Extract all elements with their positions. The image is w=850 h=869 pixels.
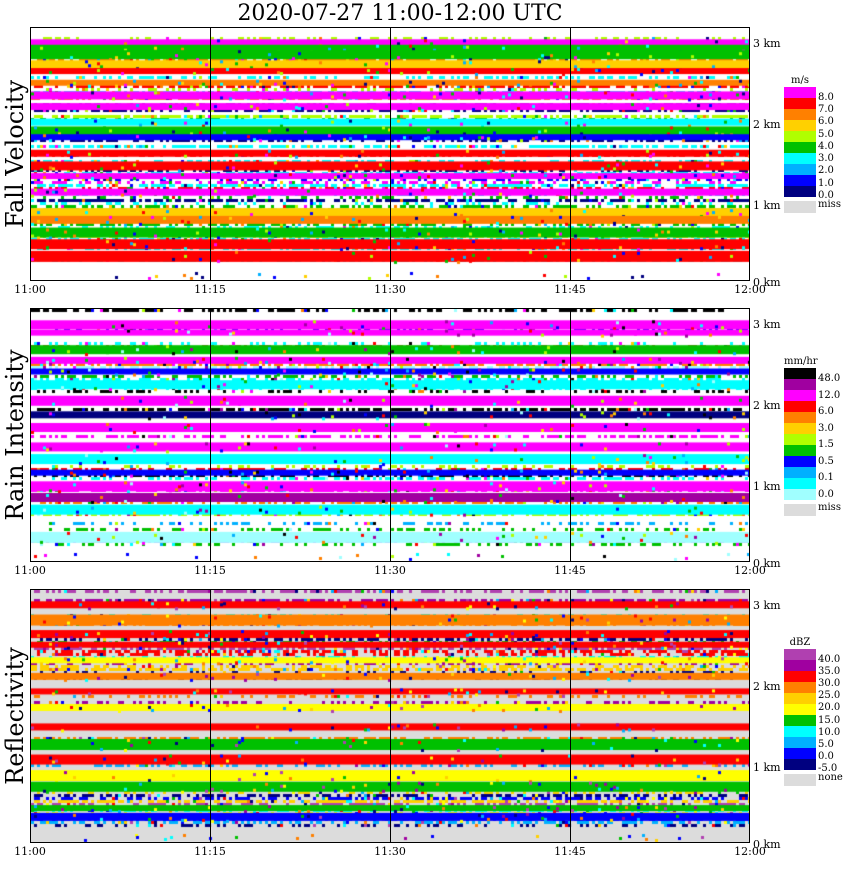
legend-swatch bbox=[784, 671, 816, 682]
y-tick-label: 2 km bbox=[753, 680, 781, 693]
legend-label: 6.0 bbox=[818, 406, 834, 417]
legend-label: 25.0 bbox=[818, 690, 841, 702]
panel-rain-intensity bbox=[0, 308, 850, 588]
legend-swatch bbox=[784, 401, 816, 412]
x-tick-label: 11:30 bbox=[374, 564, 406, 577]
legend-swatch bbox=[784, 390, 816, 401]
y-tick-label: 0 km bbox=[753, 838, 781, 851]
chart-title: 2020-07-27 11:00-12:00 UTC bbox=[237, 1, 563, 26]
time-gridline bbox=[570, 590, 571, 843]
panel-ylabel-text: Rain Intensity bbox=[1, 349, 29, 521]
legend-missing-swatch bbox=[784, 504, 816, 516]
legend-label: 2.0 bbox=[818, 165, 834, 177]
time-gridline bbox=[390, 590, 391, 843]
legend-swatch bbox=[784, 748, 816, 759]
heatmap-plot bbox=[30, 589, 750, 843]
legend-swatch bbox=[784, 412, 816, 423]
legend-swatch bbox=[784, 467, 816, 478]
heatmap-plot bbox=[30, 308, 750, 562]
time-gridline bbox=[210, 309, 211, 562]
legend-missing-swatch bbox=[784, 201, 816, 213]
panel-ylabel-text: Reflectivity bbox=[1, 647, 29, 785]
x-tick-label: 11:15 bbox=[194, 564, 226, 577]
y-tick-label: 0 km bbox=[753, 276, 781, 289]
legend-label: 0.0 bbox=[818, 189, 834, 201]
x-tick-label: 11:45 bbox=[554, 283, 586, 296]
legend-label: 7.0 bbox=[818, 104, 834, 116]
x-tick-label: 12:00 bbox=[734, 845, 766, 858]
legend-swatch bbox=[784, 175, 816, 186]
legend-label: 40.0 bbox=[818, 654, 841, 665]
x-tick-label: 11:30 bbox=[374, 845, 406, 858]
legend-missing-label: miss bbox=[818, 199, 841, 210]
legend-swatch-row bbox=[784, 478, 844, 489]
time-gridline bbox=[210, 28, 211, 281]
legend-label: 0.1 bbox=[818, 472, 834, 483]
legend-swatch-row bbox=[784, 164, 844, 175]
legend-label: 0.0 bbox=[818, 750, 834, 762]
legend-label: 30.0 bbox=[818, 678, 841, 690]
x-tick-label: 11:00 bbox=[14, 283, 46, 296]
y-tick-label: 2 km bbox=[753, 399, 781, 412]
legend-label: -5.0 bbox=[818, 762, 838, 774]
x-tick-label: 12:00 bbox=[734, 564, 766, 577]
y-tick-label: 3 km bbox=[753, 599, 781, 612]
legend-unit: mm/hr bbox=[784, 356, 818, 367]
y-tick-label: 2 km bbox=[753, 118, 781, 131]
legend-swatch bbox=[784, 456, 816, 467]
legend-label: 0.5 bbox=[818, 455, 834, 467]
legend-swatch bbox=[784, 120, 816, 131]
legend-swatch bbox=[784, 445, 816, 456]
x-tick-label: 12:00 bbox=[734, 283, 766, 296]
legend-unit: dBZ bbox=[789, 637, 811, 648]
legend-swatch-row bbox=[784, 142, 844, 153]
time-gridline bbox=[570, 309, 571, 562]
legend-missing-swatch bbox=[784, 774, 816, 786]
legend-label: 20.0 bbox=[818, 702, 841, 714]
legend-label: 5.0 bbox=[818, 738, 834, 750]
legend-swatch-row bbox=[784, 456, 844, 467]
legend-swatch bbox=[784, 368, 816, 379]
legend-swatch-row bbox=[784, 128, 844, 142]
legend-swatch bbox=[784, 715, 816, 726]
legend-swatch-row bbox=[784, 445, 844, 456]
legend-swatch bbox=[784, 682, 816, 693]
time-gridline bbox=[390, 28, 391, 281]
legend-label: 15.0 bbox=[818, 714, 841, 726]
legend-swatch bbox=[784, 98, 816, 109]
y-tick-label: 0 km bbox=[753, 557, 781, 570]
legend-swatch-row bbox=[784, 467, 844, 478]
legend-swatch-row bbox=[784, 401, 844, 412]
legend-swatch bbox=[784, 489, 816, 500]
legend-swatch-row bbox=[784, 120, 844, 131]
panel-fall-velocity bbox=[0, 27, 850, 307]
panel-ylabel-text: Fall Velocity bbox=[1, 79, 29, 229]
legend-missing bbox=[784, 773, 844, 787]
time-gridline bbox=[390, 309, 391, 562]
x-tick-label: 11:00 bbox=[14, 564, 46, 577]
legend-label: 5.0 bbox=[818, 128, 834, 140]
heatmap-plot bbox=[30, 27, 750, 281]
legend-swatch bbox=[784, 737, 816, 748]
legend-swatch bbox=[784, 726, 816, 737]
legend-label: 1.0 bbox=[818, 177, 834, 189]
legend-label: 0.0 bbox=[818, 488, 834, 500]
legend-swatch-row bbox=[784, 98, 844, 109]
legend-label: 4.0 bbox=[818, 140, 834, 152]
x-tick-label: 11:15 bbox=[194, 283, 226, 296]
panel-reflectivity bbox=[0, 589, 850, 869]
legend-swatch-row bbox=[784, 87, 844, 98]
legend-swatch bbox=[784, 478, 816, 489]
legend-label: 48.0 bbox=[818, 373, 841, 384]
legend-swatch-row bbox=[784, 175, 844, 186]
time-gridline bbox=[570, 28, 571, 281]
legend-swatch bbox=[784, 704, 816, 715]
panel-ylabel bbox=[2, 27, 28, 281]
legend-swatch bbox=[784, 434, 816, 445]
legend-missing-label: none bbox=[818, 772, 843, 783]
color-legend bbox=[784, 637, 844, 787]
legend-unit: m/s bbox=[791, 75, 809, 86]
panel-ylabel bbox=[2, 308, 28, 562]
time-gridline bbox=[210, 590, 211, 843]
legend-swatch-row bbox=[784, 748, 844, 759]
y-tick-label: 1 km bbox=[753, 480, 781, 493]
legend-swatch bbox=[784, 87, 816, 98]
legend-label: 6.0 bbox=[818, 116, 834, 128]
x-tick-label: 11:15 bbox=[194, 845, 226, 858]
legend-swatch-row bbox=[784, 737, 844, 748]
legend-swatch bbox=[784, 379, 816, 390]
legend-swatch bbox=[784, 109, 816, 120]
y-tick-label: 1 km bbox=[753, 199, 781, 212]
legend-label: 3.0 bbox=[818, 422, 834, 434]
legend-swatch bbox=[784, 649, 816, 660]
legend-swatch-row bbox=[784, 153, 844, 164]
y-tick-label: 3 km bbox=[753, 37, 781, 50]
legend-label: 8.0 bbox=[818, 92, 834, 103]
legend-swatch bbox=[784, 423, 816, 434]
legend-swatch bbox=[784, 131, 816, 142]
color-legend bbox=[784, 356, 844, 517]
legend-missing bbox=[784, 503, 844, 517]
x-tick-label: 11:45 bbox=[554, 845, 586, 858]
legend-label: 35.0 bbox=[818, 666, 841, 678]
color-legend bbox=[784, 75, 844, 214]
legend-swatch bbox=[784, 186, 816, 197]
legend-label: 12.0 bbox=[818, 389, 841, 401]
y-tick-label: 3 km bbox=[753, 318, 781, 331]
legend-swatch-row bbox=[784, 412, 844, 423]
x-tick-label: 11:30 bbox=[374, 283, 406, 296]
legend-swatch-row bbox=[784, 489, 844, 500]
legend-label: 10.0 bbox=[818, 726, 841, 738]
legend-label: 3.0 bbox=[818, 153, 834, 165]
legend-swatch bbox=[784, 153, 816, 164]
legend-swatch-row bbox=[784, 423, 844, 434]
legend-swatch bbox=[784, 142, 816, 153]
legend-swatch-row bbox=[784, 109, 844, 120]
legend-swatch bbox=[784, 660, 816, 671]
legend-swatch bbox=[784, 759, 816, 770]
legend-swatch bbox=[784, 164, 816, 175]
legend-swatch bbox=[784, 693, 816, 704]
legend-missing bbox=[784, 200, 844, 214]
legend-swatch-row bbox=[784, 186, 844, 197]
legend-missing-label: miss bbox=[818, 502, 841, 513]
x-tick-label: 11:00 bbox=[14, 845, 46, 858]
x-tick-label: 11:45 bbox=[554, 564, 586, 577]
legend-label: 1.5 bbox=[818, 439, 834, 450]
legend-swatch-row bbox=[784, 434, 844, 445]
panel-ylabel bbox=[2, 589, 28, 843]
y-tick-label: 1 km bbox=[753, 761, 781, 774]
